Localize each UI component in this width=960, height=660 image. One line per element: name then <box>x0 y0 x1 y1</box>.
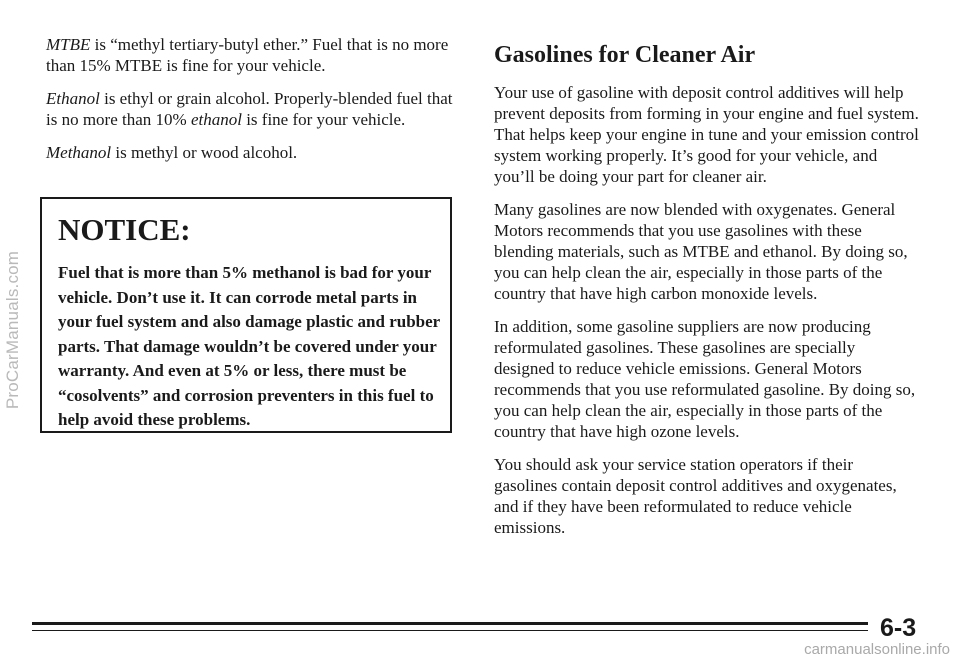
mtbe-text: is “methyl tertiary-butyl ether.” Fuel that is no more than 15% MTBE is fine for your vehicle. <box>46 35 449 75</box>
ethanol-text-before: is ethyl or grain alcohol. Properly-blended fuel that is no more than 10% <box>46 89 453 129</box>
right-column <box>494 40 919 550</box>
page-number: 6-3 <box>880 614 917 642</box>
paragraph-ask-operators: You should ask your service station operators if their gasolines contain deposit control additives and oxygenates, and if they have been reformulated to reduce vehicle emissions. <box>494 455 897 537</box>
section-heading: Gasolines for Cleaner Air <box>494 42 756 68</box>
ethanol-paragraph <box>46 88 466 130</box>
notice-title: NOTICE: <box>58 212 191 247</box>
footer-site-mark: carmanualsonline.info <box>804 641 950 658</box>
watermark-text: ProCarManuals.com <box>3 250 22 410</box>
mtbe-term: MTBE <box>46 35 91 54</box>
watermark <box>2 0 24 660</box>
paragraph-reformulated: In addition, some gasoline suppliers are now producing reformulated gasolines. These gasolines are specially designed to reduce vehicle emissions. General Motors recommends that you use reformulated gasoline. By doing so, you can help clean the air, especially in those parts of the country that have high ozone levels. <box>494 317 916 441</box>
methanol-paragraph <box>46 142 466 163</box>
ethanol-text-after: is fine for your vehicle. <box>241 110 406 129</box>
paragraph-oxygenates: Many gasolines are now blended with oxygenates. General Motors recommends that you use gasolines with these blending materials, such as MTBE and ethanol. By doing so, you can help clean the air, especially in those parts of the country that have high carbon monoxide levels. <box>494 200 908 303</box>
methanol-term: Methanol <box>46 143 112 162</box>
footer-rule-thin <box>32 630 868 631</box>
notice-text: Fuel that is more than 5% methanol is bad for your vehicle. Don’t use it. It can corrode metal parts in your fuel system and also damage plastic and rubber parts. That damage wouldn’t be covered under your warranty. And even at 5% or less, there must be “cosolvents” and corrosion preventers in this fuel to help avoid these problems. <box>58 263 440 429</box>
methanol-text: is methyl or wood alcohol. <box>111 143 298 162</box>
footer-rule-thick <box>32 622 868 625</box>
mtbe-paragraph <box>46 34 466 76</box>
notice-box <box>40 197 452 433</box>
ethanol-term-inline: ethanol <box>190 110 242 129</box>
paragraph-additives: Your use of gasoline with deposit control additives will help prevent deposits from forming in your engine and fuel system. That helps keep your engine in tune and your emission control system working properly. It’s good for your vehicle, and you’ll be doing your part for cleaner air. <box>494 83 919 186</box>
left-column <box>46 34 466 175</box>
ethanol-term: Ethanol <box>46 89 100 108</box>
